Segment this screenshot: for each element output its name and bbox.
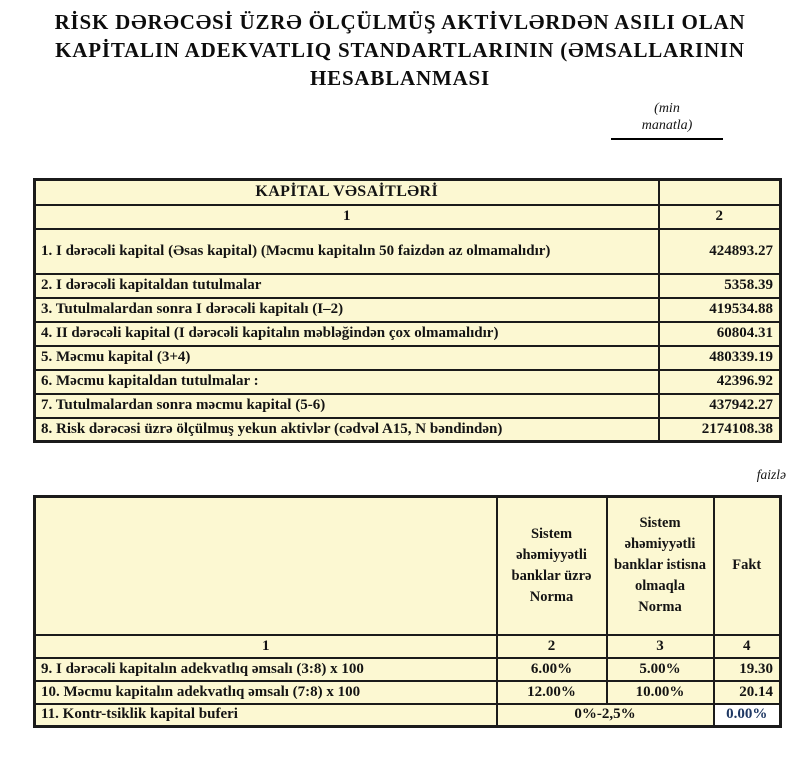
- capital-row-label: 2. I dərəcəli kapitaldan tutulmalar: [35, 274, 659, 298]
- capital-row-value: 437942.27: [659, 394, 781, 418]
- ratio-table-row: [35, 681, 781, 704]
- ratio-row-norma-excl: 5.00%: [607, 658, 714, 681]
- capital-row-value: 424893.27: [659, 229, 781, 274]
- ratio-row-norma-sib: 12.00%: [497, 681, 607, 704]
- capital-table-title-empty-cell: [659, 180, 781, 205]
- capital-row-label: 7. Tutulmalardan sonra məcmu kapital (5-6): [35, 394, 659, 418]
- ratio-header-norma-excl: Sistem əhəmiyyətli banklar istisna olmaqla Norma: [607, 497, 714, 635]
- capital-row-label: 5. Məcmu kapital (3+4): [35, 346, 659, 370]
- unit-note-line-2: manatla): [641, 118, 693, 133]
- capital-row-label: 8. Risk dərəcəsi üzrə ölçülmuş yekun aktivlər (cədvəl A15, N bəndindən): [35, 418, 659, 442]
- capital-table-row: [35, 274, 781, 298]
- capital-table-row: [35, 418, 781, 442]
- capital-row-value: 5358.39: [659, 274, 781, 298]
- page-title-line-1: RİSK DƏRƏCƏSİ ÜZRƏ ÖLÇÜLMÜŞ AKTİVLƏRDƏN ASILI OLAN: [54, 10, 746, 34]
- ratio-row-fakt: 19.30: [714, 658, 781, 681]
- ratio-table-row: [35, 658, 781, 681]
- ratio-table-row: [35, 704, 781, 727]
- capital-table-row: [35, 322, 781, 346]
- ratio-row-label: 10. Məcmu kapitalın adekvatlıq əmsalı (7:8) x 100: [35, 681, 497, 704]
- capital-row-label: 6. Məcmu kapitaldan tutulmalar :: [35, 370, 659, 394]
- ratio-row-fakt-highlight: 0.00%: [714, 704, 781, 727]
- ratio-header-empty-cell: [35, 497, 497, 635]
- capital-row-value: 42396.92: [659, 370, 781, 394]
- colnum-3: 3: [607, 635, 714, 658]
- unit-note-line-1: (min: [654, 101, 680, 116]
- colnum-1: 1: [35, 205, 659, 229]
- colnum-2: 2: [497, 635, 607, 658]
- ratio-header-fakt: Fakt: [714, 497, 781, 635]
- capital-table-row: [35, 346, 781, 370]
- capital-row-value: 2174108.38: [659, 418, 781, 442]
- capital-table-row: [35, 370, 781, 394]
- capital-table-row: [35, 394, 781, 418]
- capital-row-label: 3. Tutulmalardan sonra I dərəcəli kapitalı (I–2): [35, 298, 659, 322]
- colnum-2: 2: [659, 205, 781, 229]
- ratio-row-norma-merged: 0%-2,5%: [497, 704, 714, 727]
- capital-table-title-row: [35, 180, 781, 205]
- percent-note: faizlə: [756, 467, 786, 482]
- ratio-table-colnum-row: [35, 635, 781, 658]
- ratio-table-header-row: [35, 497, 781, 635]
- capital-row-label: 4. II dərəcəli kapital (I dərəcəli kapitalın məbləğindən çox olmamalıdır): [35, 322, 659, 346]
- colnum-4: 4: [714, 635, 781, 658]
- capital-table-colnum-row: [35, 205, 781, 229]
- colnum-1: 1: [35, 635, 497, 658]
- capital-row-value: 60804.31: [659, 322, 781, 346]
- unit-note: [611, 100, 723, 140]
- page-title-line-2: KAPİTALIN ADEKVATLIQ STANDARTLARININ (ƏMSALLARININ: [55, 38, 745, 62]
- ratio-row-fakt: 20.14: [714, 681, 781, 704]
- ratio-row-norma-excl: 10.00%: [607, 681, 714, 704]
- capital-table-title: KAPİTAL VƏSAİTLƏRİ: [35, 180, 659, 205]
- ratio-row-label: 11. Kontr-tsiklik kapital buferi: [35, 704, 497, 727]
- ratio-row-norma-sib: 6.00%: [497, 658, 607, 681]
- capital-table-row: [35, 229, 781, 274]
- capital-row-label: 1. I dərəcəli kapital (Əsas kapital) (Məcmu kapitalın 50 faizdən az olmamalıdır): [35, 229, 659, 274]
- ratio-header-norma-sib: Sistem əhəmiyyətli banklar üzrə Norma: [497, 497, 607, 635]
- page-title: [0, 8, 800, 92]
- ratio-row-label: 9. I dərəcəli kapitalın adekvatlıq əmsalı (3:8) x 100: [35, 658, 497, 681]
- capital-row-value: 419534.88: [659, 298, 781, 322]
- capital-table-row: [35, 298, 781, 322]
- ratio-table: [33, 495, 782, 728]
- capital-table: [33, 178, 782, 443]
- capital-row-value: 480339.19: [659, 346, 781, 370]
- page-title-line-3: HESABLANMASI: [310, 66, 490, 90]
